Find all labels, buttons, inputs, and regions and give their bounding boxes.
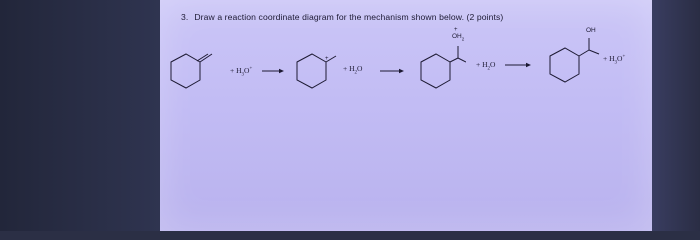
- reaction-arrow-1: [262, 68, 284, 74]
- svg-text:+: +: [325, 56, 329, 62]
- background-left: [0, 0, 160, 231]
- reaction-arrow-3: [505, 62, 531, 68]
- reagent-2: + $H_2O$: [343, 64, 363, 76]
- alcohol-label: OH: [586, 27, 596, 34]
- oxonium-charge: +: [454, 27, 458, 33]
- reagent-1: + $H_3O^+$: [230, 66, 253, 78]
- alcohol-structure: [545, 36, 603, 88]
- alkene-structure: [166, 48, 216, 96]
- oxonium-structure: [416, 46, 466, 98]
- background-right: [650, 0, 700, 231]
- reaction-arrow-2: [380, 68, 404, 74]
- reagent-4: + $H_3O^+$: [603, 54, 626, 66]
- worksheet-page: [160, 0, 652, 231]
- reagent-3: + $H_2O$: [476, 60, 496, 72]
- question-text: Draw a reaction coordinate diagram for the mechanism shown below. (2 points): [194, 12, 504, 22]
- carbocation-structure: [292, 48, 342, 96]
- question-line: [181, 12, 503, 22]
- oxonium-label: $OH_2$: [452, 33, 465, 42]
- question-number: 3.: [181, 12, 189, 22]
